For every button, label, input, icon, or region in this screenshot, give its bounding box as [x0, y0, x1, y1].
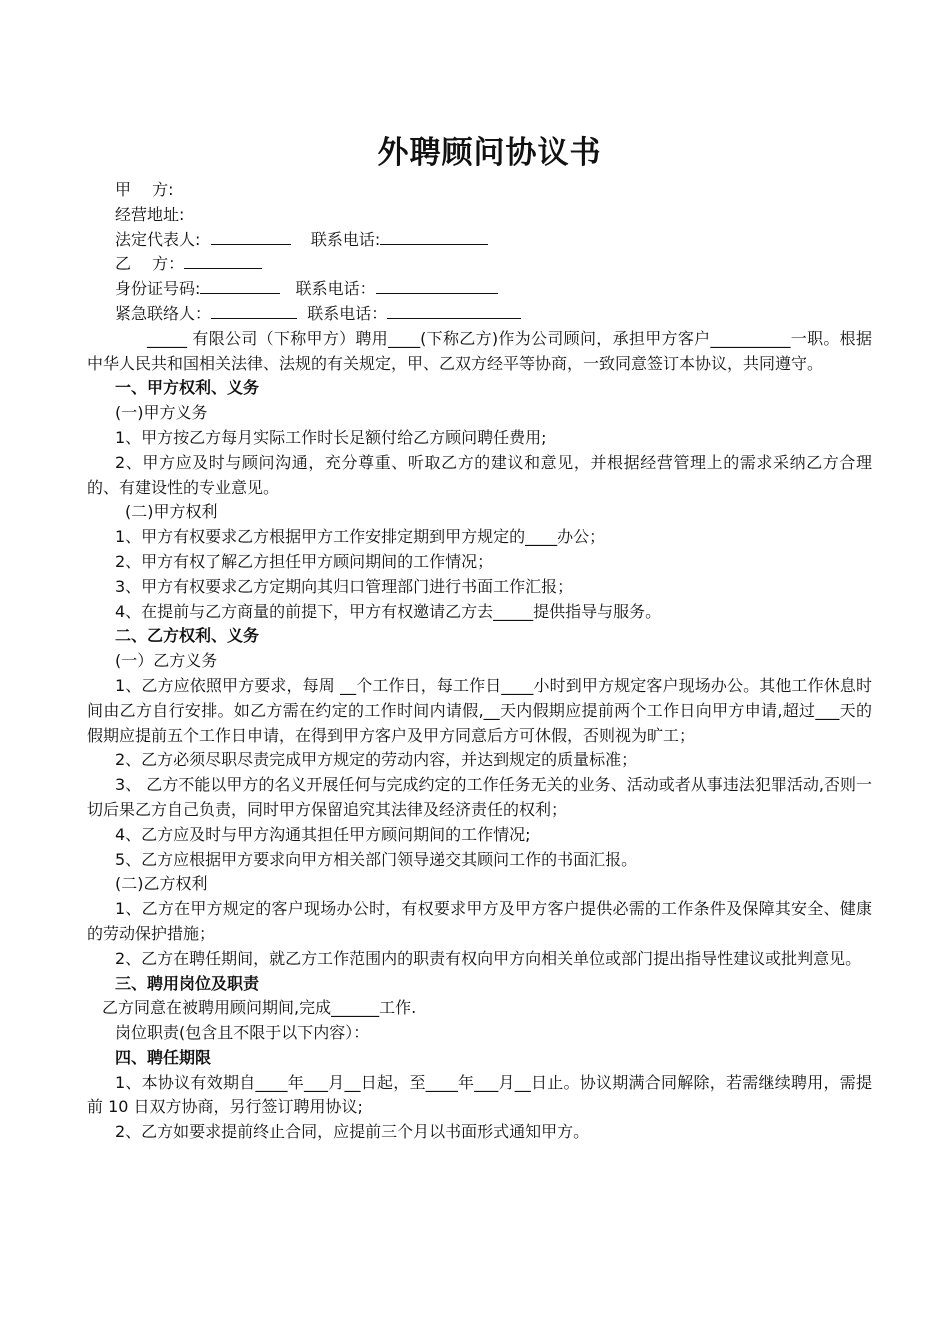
section-1-sub-2: (二)甲方权利 — [125, 502, 218, 522]
party-b-label: 乙 方： — [115, 254, 185, 274]
section-2-sub-1-item: 4、乙方应及时与甲方沟通其担任甲方顾问期间的工作情况; — [115, 824, 531, 844]
section-4-item: 2、乙方如要求提前终止合同，应提前三个月以书面形式通知甲方。 — [115, 1122, 590, 1142]
section-2-sub-2: (二)乙方权利 — [115, 874, 208, 894]
phone-blank-b — [376, 277, 498, 294]
business-address-line — [87, 203, 872, 228]
party-b-blank — [184, 252, 262, 269]
section-3-title: 三、聘用岗位及职责 — [115, 973, 260, 993]
business-address-label: 经营地址: — [115, 204, 185, 224]
section-1-title: 一、甲方权利、义务 — [115, 378, 260, 398]
section-1-sub-1: (一)甲方义务 — [115, 403, 208, 423]
legal-rep-label: 法定代表人: — [115, 229, 201, 249]
id-number-blank — [200, 277, 280, 294]
section-3-line: 乙方同意在被聘用顾问期间,完成______工作. — [102, 998, 417, 1018]
emergency-contact-line — [87, 302, 872, 327]
phone-blank-c — [387, 302, 521, 319]
section-4-title: 四、聘任期限 — [115, 1047, 212, 1067]
id-number-line — [87, 277, 872, 302]
emergency-contact-label: 紧急联络人： — [115, 303, 212, 323]
section-1-sub-2-item: 1、甲方有权要求乙方根据甲方工作安排定期到甲方规定的____办公； — [115, 527, 606, 547]
document-title: 外聘顾问协议书 — [377, 135, 602, 171]
section-2-sub-1-item: 2、乙方必须尽职尽责完成甲方规定的劳动内容，并达到规定的质量标准； — [115, 750, 638, 770]
section-2-title: 二、乙方权利、义务 — [115, 626, 260, 646]
section-2-sub-1: (一）乙方义务 — [115, 651, 218, 671]
phone-label-a: 联系电话: — [310, 229, 381, 249]
phone-label-b: 联系电话： — [295, 279, 376, 299]
legal-rep-line — [87, 228, 872, 253]
section-1-sub-1-item: 1、甲方按乙方每月实际工作时长足额付给乙方顾问聘任费用; — [115, 427, 547, 447]
section-4-item: 1、本协议有效期自____年___月__日起，至____年___月__日止。协议期满合同解除，若需继续聘用，需提前 10 日双方协商，另行签订聘用协议; — [87, 1072, 872, 1117]
section-3-line: 岗位职责(包含且不限于以下内容）： — [115, 1023, 370, 1043]
phone-label-c: 联系电话： — [307, 303, 388, 323]
agreement-page — [87, 128, 872, 1145]
party-a-line — [87, 178, 872, 203]
section-2-sub-2-item: 2、乙方在聘任期间，就乙方工作范围内的职责有权向甲方向相关单位或部门提出指导性建议或批判意见。 — [115, 948, 862, 968]
section-1-sub-2-item: 4、在提前与乙方商量的前提下，甲方有权邀请乙方去_____提供指导与服务。 — [115, 601, 662, 621]
section-2-sub-2-item: 1、乙方在甲方规定的客户现场办公时，有权要求甲方及甲方客户提供必需的工作条件及保障其安全、健康的劳动保护措施； — [87, 899, 872, 943]
section-1-sub-2-item: 2、甲方有权了解乙方担任甲方顾问期间的工作情况； — [115, 551, 494, 571]
legal-rep-blank — [211, 228, 291, 245]
party-b-line — [87, 252, 872, 277]
phone-blank-a — [380, 228, 488, 245]
section-2-sub-1-item: 3、 乙方不能以甲方的名义开展任何与完成约定的工作任务无关的业务、活动或者从事违法犯罪活动,否则一切后果乙方自己负责，同时甲方保留追究其法律及经济责任的权利； — [87, 775, 872, 819]
section-2-sub-1-item: 5、乙方应根据甲方要求向甲方相关部门领导递交其顾问工作的书面汇报。 — [115, 849, 638, 869]
id-number-label: 身份证号码: — [115, 279, 201, 299]
section-1-sub-1-item: 2、甲方应及时与顾问沟通，充分尊重、听取乙方的建议和意见，并根据经营管理上的需求采纳乙方合理的、有建设性的专业意见。 — [87, 452, 872, 497]
emergency-contact-blank — [211, 302, 297, 319]
party-a-label: 甲 方: — [115, 180, 174, 199]
section-1-sub-2-item: 3、甲方有权要求乙方定期向其归口管理部门进行书面工作汇报； — [115, 576, 574, 596]
intro-paragraph: _____ 有限公司（下称甲方）聘用____(下称乙方)作为公司顾问，承担甲方客户__________一职。根据中华人民共和国相关法律、法规的有关规定，甲、乙双方经平等协商，一致同意签订本协议，共同遵守。 — [87, 328, 872, 373]
section-2-sub-1-item: 1、乙方应依照甲方要求，每周 __个工作日，每工作日____小时到甲方规定客户现场办公。其他工作休息时间由乙方自行安排。如乙方需在约定的工作时间内请假,__天内假期应提前两个工作日向甲方申请,超过___天的假期应提前五个工作日申请，在得到甲方客户及甲方同意后方可休假，否则视为旷工； — [87, 675, 872, 745]
